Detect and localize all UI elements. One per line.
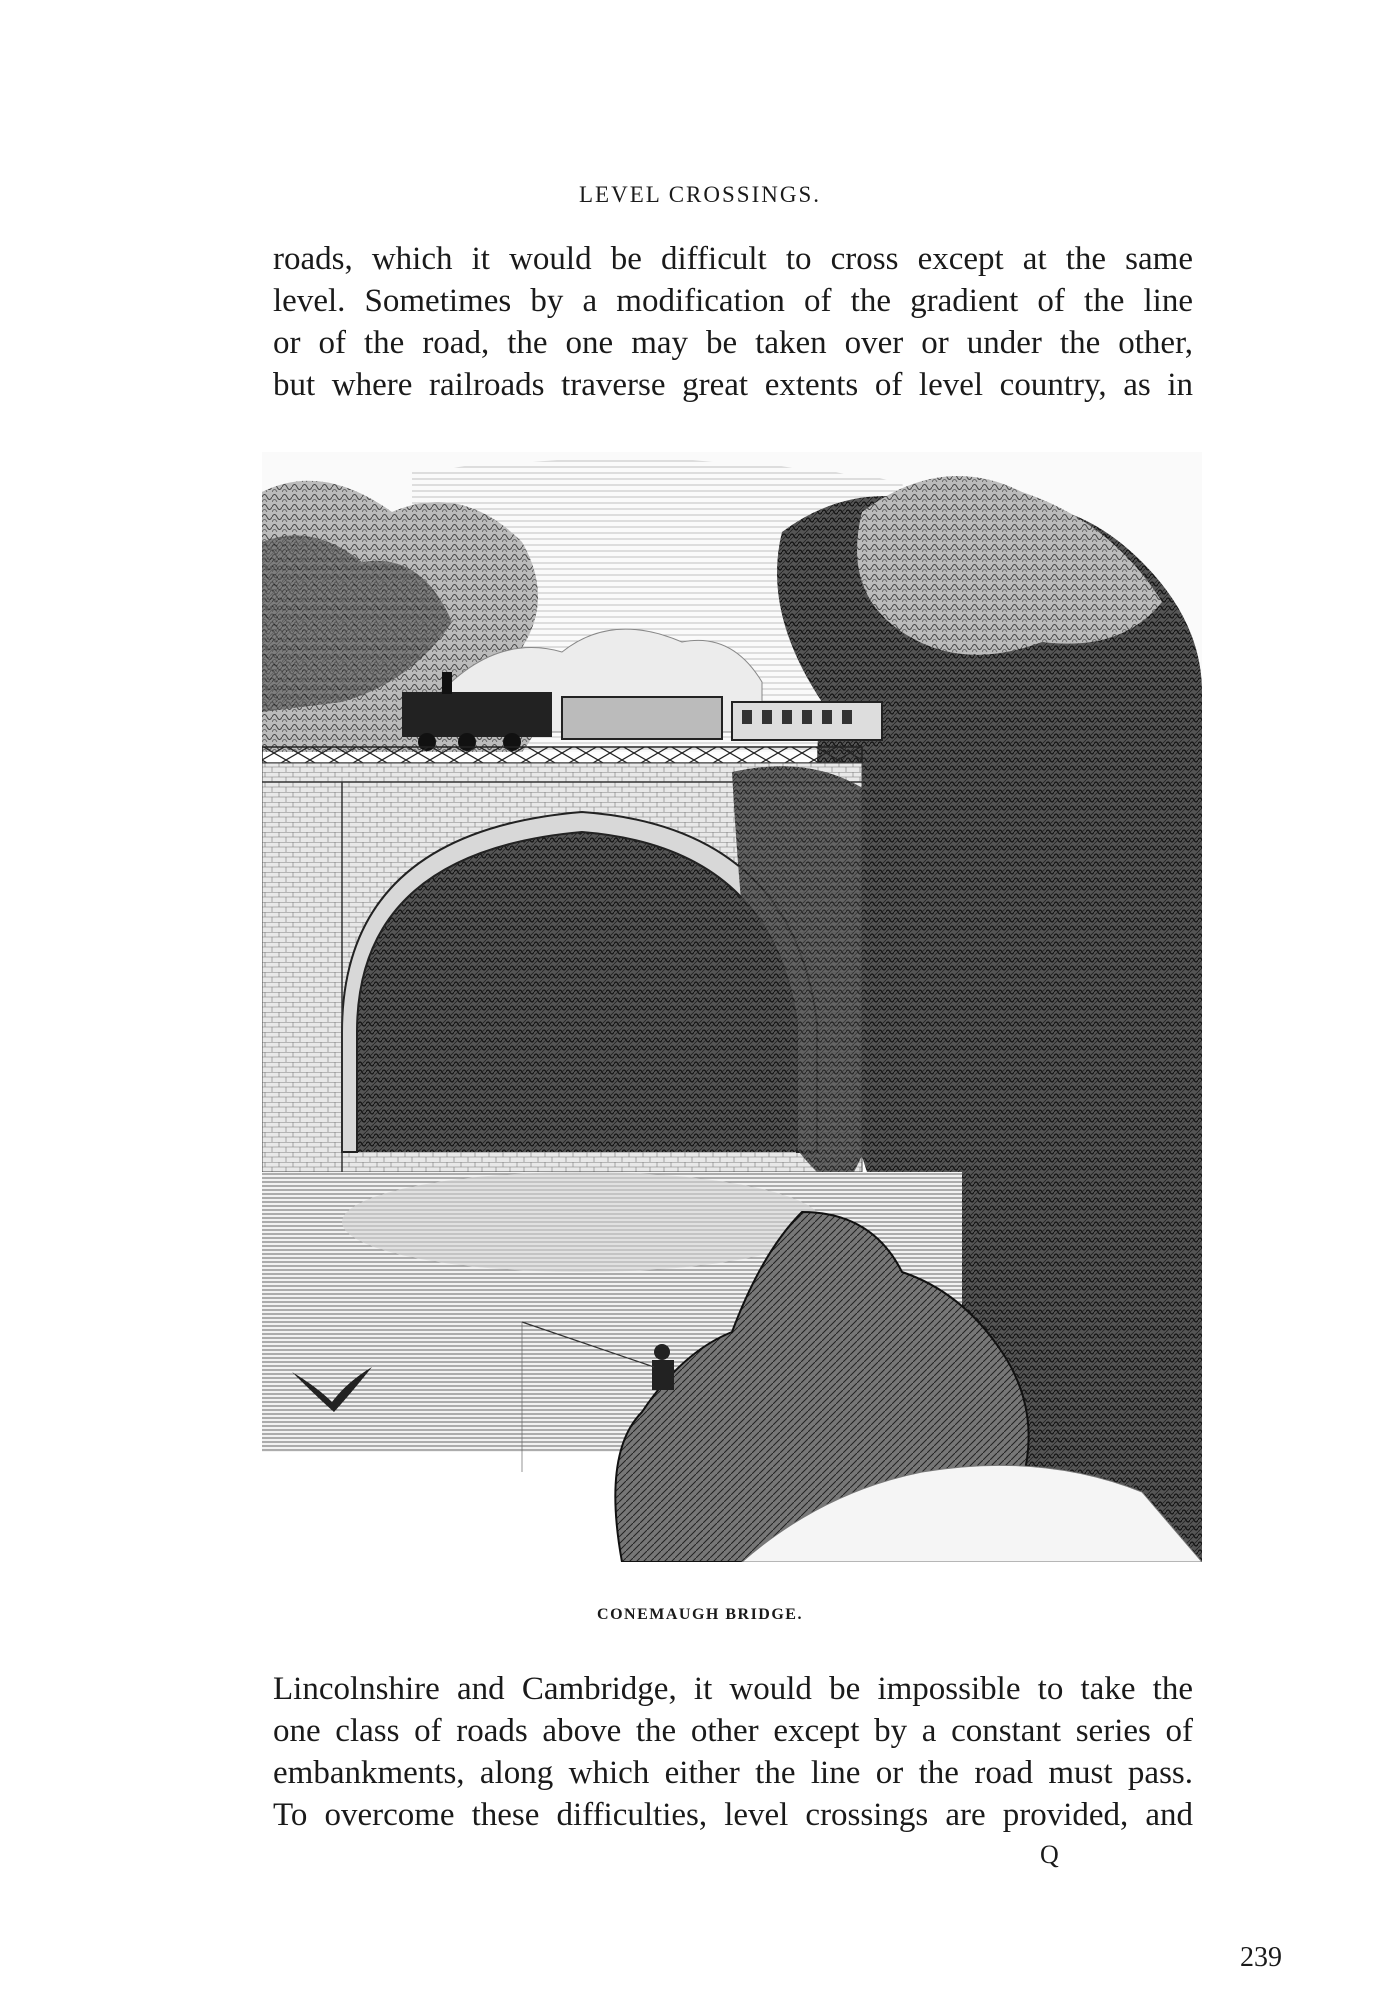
text-line: Lincolnshire and Cambridge, it would be impossible to take the	[273, 1671, 1193, 1707]
text-line: roads, which it would be difficult to cross except at the same	[273, 241, 1193, 277]
bridge-engraving	[262, 452, 1202, 1562]
engraving-illustration	[262, 452, 1202, 1562]
text-line: level. Sometimes by a modification of the gradient of the line	[273, 283, 1193, 319]
paragraph-top	[273, 238, 1193, 406]
running-head: LEVEL CROSSINGS.	[579, 182, 821, 207]
page-number: 239	[1240, 1942, 1282, 1973]
text-line: embankments, along which either the line or the road must pass.	[273, 1755, 1193, 1791]
paragraph-bottom	[273, 1668, 1193, 1836]
text-line: one class of roads above the other except by a constant series of	[273, 1713, 1193, 1749]
figure-caption: CONEMAUGH BRIDGE.	[597, 1606, 803, 1623]
text-line: but where railroads traverse great extents of level country, as in	[273, 367, 1193, 403]
text-line: To overcome these difficulties, level crossings are provided, and	[273, 1797, 1193, 1833]
text-line: or of the road, the one may be taken over or under the other,	[273, 325, 1193, 361]
signature-mark: Q	[1040, 1840, 1059, 1869]
